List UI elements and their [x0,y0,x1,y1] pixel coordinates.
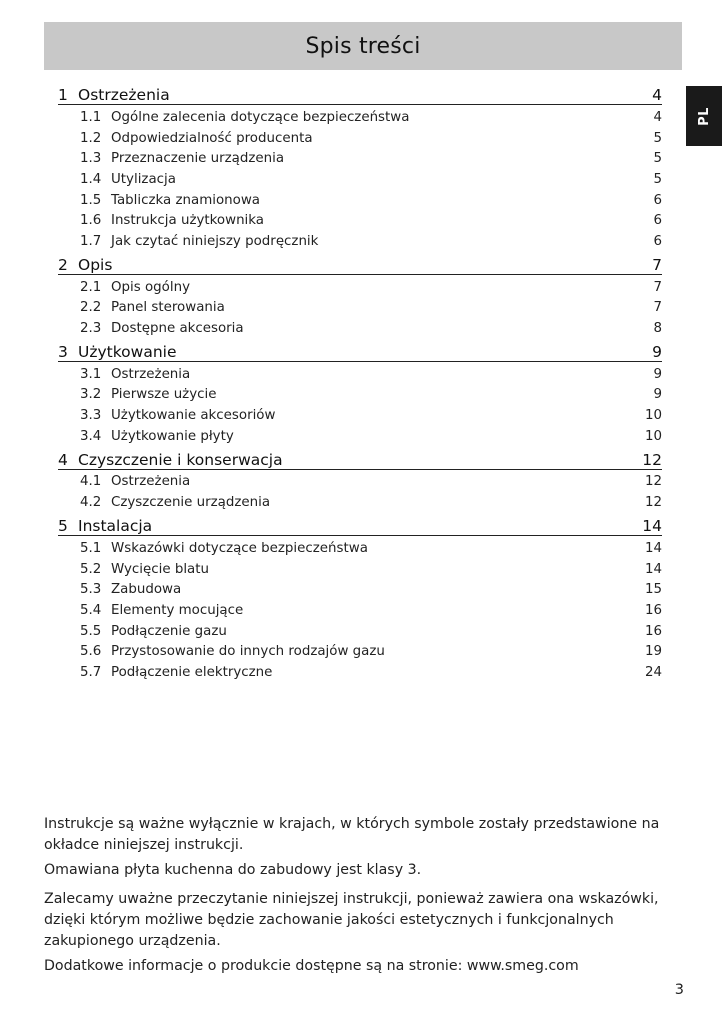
toc-section-label [58,517,152,535]
toc-entry-title: Tabliczka znamionowa [111,192,260,208]
toc-entry[interactable] [58,169,662,190]
toc-entry-page: 6 [653,213,662,229]
toc-entry-page: 10 [644,408,662,424]
toc-entry-title: Ostrzeżenia [111,474,191,490]
toc-entry[interactable] [58,662,662,683]
toc-entry-title: Ostrzeżenia [111,366,191,382]
toc-entry-page: 6 [653,192,662,208]
toc-entry[interactable] [58,128,662,149]
toc-entry-page: 12 [644,495,662,511]
toc-entry-number: 1.6 [80,213,102,229]
note-paragraph: Omawiana płyta kuchenna do zabudowy jest klasy 3. [44,862,422,878]
toc-section-number: 4 [58,450,68,469]
toc-entry-number: 4.2 [80,495,102,511]
toc-entry[interactable] [58,364,662,385]
toc-entry-label [80,562,209,577]
toc-entry-number: 1.7 [80,233,102,249]
toc-entry-number: 3.4 [80,428,102,444]
toc-entry[interactable] [58,559,662,580]
toc-entry[interactable] [58,318,662,339]
toc-section-number: 5 [58,517,68,535]
toc-entry-number: 1.1 [80,109,102,125]
toc-entry-number: 5.4 [80,602,102,618]
toc-entry-number: 2.3 [80,321,102,337]
toc-entry-number: 5.6 [80,644,102,660]
toc-entry-number: 5.3 [80,582,102,598]
toc-entry-label [80,387,216,402]
toc-section-title: Instalacja [78,517,153,535]
toc-section-title: Czyszczenie i konserwacja [78,450,283,469]
toc-entry-number: 1.3 [80,151,102,167]
toc-entry-page: 8 [653,321,662,337]
toc-entry-number: 5.2 [80,561,102,577]
toc-entry-label [80,367,190,382]
toc-entry-page: 7 [653,279,662,295]
toc-entry-page: 24 [644,664,662,680]
toc-entry-page: 7 [653,300,662,316]
toc-entry-title: Użytkowanie płyty [111,428,234,444]
table-of-contents [58,82,662,683]
toc-entry-label [80,110,409,125]
toc-entry-page: 15 [644,582,662,598]
notes [44,814,674,981]
toc-section-page: 4 [652,86,662,104]
toc-entry-page: 16 [644,602,662,618]
toc-entry[interactable] [58,210,662,231]
toc-entry-number: 3.2 [80,387,102,403]
toc-entry-label [80,300,225,315]
toc-entry[interactable] [58,621,662,642]
toc-entry-label [80,474,190,489]
toc-entry[interactable] [58,107,662,128]
toc-entry-title: Opis ogólny [111,279,191,295]
toc-section-label [58,451,283,469]
toc-section-page: 7 [652,255,662,274]
toc-entry-label [80,213,264,228]
toc-entry[interactable] [58,231,662,252]
toc-entry-page: 5 [653,151,662,167]
toc-entry-label [80,234,318,249]
note-paragraph: Zalecamy uważne przeczytanie niniejszej instrukcji, ponieważ zawiera ona wskazówki, dzięki którym możliwe będzie zachowanie jakości estetycznych i funkcjonalnych zakupionego urządzenia. [44,891,659,949]
toc-section-number: 1 [58,86,68,104]
toc-entry-number: 2.2 [80,300,102,316]
toc-entry-page: 9 [653,366,662,382]
toc-entry-number: 5.5 [80,623,102,639]
toc-entry-title: Podłączenie gazu [111,623,227,639]
toc-entry[interactable] [58,492,662,513]
toc-entry-number: 1.4 [80,171,102,187]
toc-entry-title: Elementy mocujące [111,602,244,618]
toc-entry-page: 16 [644,623,662,639]
toc-entry[interactable] [58,579,662,600]
toc-section [58,513,662,683]
toc-entry-title: Pierwsze użycie [111,387,217,403]
toc-entry-number: 3.1 [80,366,102,382]
toc-entry-title: Odpowiedzialność producenta [111,130,313,146]
toc-entry-number: 5.7 [80,664,102,680]
toc-entry-number: 1.5 [80,192,102,208]
toc-entry-number: 5.1 [80,540,102,556]
toc-section [58,447,662,513]
toc-entry-page: 5 [653,130,662,146]
toc-section [58,339,662,447]
toc-entry-page: 19 [644,644,662,660]
toc-entry-number: 4.1 [80,474,102,490]
toc-entry[interactable] [58,277,662,298]
toc-entry-label [80,131,313,146]
toc-entry-label [80,541,368,556]
toc-entry-title: Jak czytać niniejszy podręcznik [111,233,319,249]
toc-section-number: 2 [58,255,68,274]
toc-section-page: 9 [652,342,662,361]
toc-section-page: 12 [642,450,662,469]
note-paragraph: Dodatkowe informacje o produkcie dostępne są na stronie: www.smeg.com [44,958,579,974]
toc-entry-label [80,321,244,336]
toc-section-heading[interactable] [58,82,662,105]
toc-entry-label [80,408,275,423]
toc-entry-title: Zabudowa [111,582,182,598]
toc-section [58,82,662,252]
toc-section-label [58,343,176,361]
toc-entry-page: 14 [644,561,662,577]
toc-section [58,252,662,339]
toc-section-title: Opis [78,255,113,274]
toc-entry-title: Przeznaczenie urządzenia [111,151,285,167]
toc-entry-number: 3.3 [80,408,102,424]
note-paragraph: Instrukcje są ważne wyłącznie w krajach, w których symbole zostały przedstawione na okładce niniejszej instrukcji. [44,816,660,853]
page-number: 3 [674,982,684,998]
toc-entry-title: Instrukcja użytkownika [111,213,264,229]
toc-entry[interactable] [58,472,662,493]
toc-entry-title: Panel sterowania [111,300,225,316]
toc-entry-label [80,193,260,208]
toc-section-heading[interactable] [58,447,662,470]
toc-entry-label [80,172,176,187]
toc-section-heading[interactable] [58,513,662,536]
toc-entry-label [80,429,234,444]
toc-section-title: Użytkowanie [78,342,177,361]
toc-entry-label [80,665,272,680]
toc-entry-title: Czyszczenie urządzenia [111,495,271,511]
toc-entry-label [80,495,270,510]
toc-entry[interactable] [58,385,662,406]
toc-entry[interactable] [58,148,662,169]
toc-entry-title: Wskazówki dotyczące bezpieczeństwa [111,540,368,556]
toc-entry[interactable] [58,426,662,447]
toc-entry[interactable] [58,190,662,211]
toc-entry[interactable] [58,298,662,319]
toc-entry-page: 4 [653,109,662,125]
toc-section-title: Ostrzeżenia [78,86,170,104]
toc-entry[interactable] [58,641,662,662]
toc-entry-title: Utylizacja [111,171,176,187]
language-tab-label: PL [696,106,712,126]
toc-entry-label [80,151,284,166]
toc-entry-title: Użytkowanie akcesoriów [111,408,276,424]
toc-entry[interactable] [58,405,662,426]
toc-section-heading[interactable] [58,252,662,275]
toc-entry-label [80,624,227,639]
toc-entry-page: 5 [653,171,662,187]
toc-entry-label [80,280,190,295]
title-bar [44,22,682,70]
toc-section-page: 14 [642,517,662,535]
toc-entry-number: 1.2 [80,130,102,146]
toc-entry-page: 9 [653,387,662,403]
language-tab [686,86,722,146]
toc-entry-label [80,582,181,597]
toc-entry-title: Dostępne akcesoria [111,321,244,337]
toc-section-heading[interactable] [58,339,662,362]
toc-entry[interactable] [58,538,662,559]
toc-entry-page: 6 [653,233,662,249]
toc-entry-label [80,644,385,659]
toc-entry-page: 12 [644,474,662,490]
toc-entry-page: 14 [644,540,662,556]
toc-entry-label [80,603,243,618]
toc-entry-number: 2.1 [80,279,102,295]
toc-entry-title: Ogólne zalecenia dotyczące bezpieczeństwa [111,109,410,125]
toc-entry-title: Przystosowanie do innych rodzajów gazu [111,644,385,660]
page-title: Spis treści [305,33,421,59]
toc-section-label [58,256,112,274]
toc-entry-title: Podłączenie elektryczne [111,664,273,680]
toc-entry-page: 10 [644,428,662,444]
toc-entry[interactable] [58,600,662,621]
toc-section-number: 3 [58,342,68,361]
toc-section-label [58,86,170,104]
toc-entry-title: Wycięcie blatu [111,561,209,577]
